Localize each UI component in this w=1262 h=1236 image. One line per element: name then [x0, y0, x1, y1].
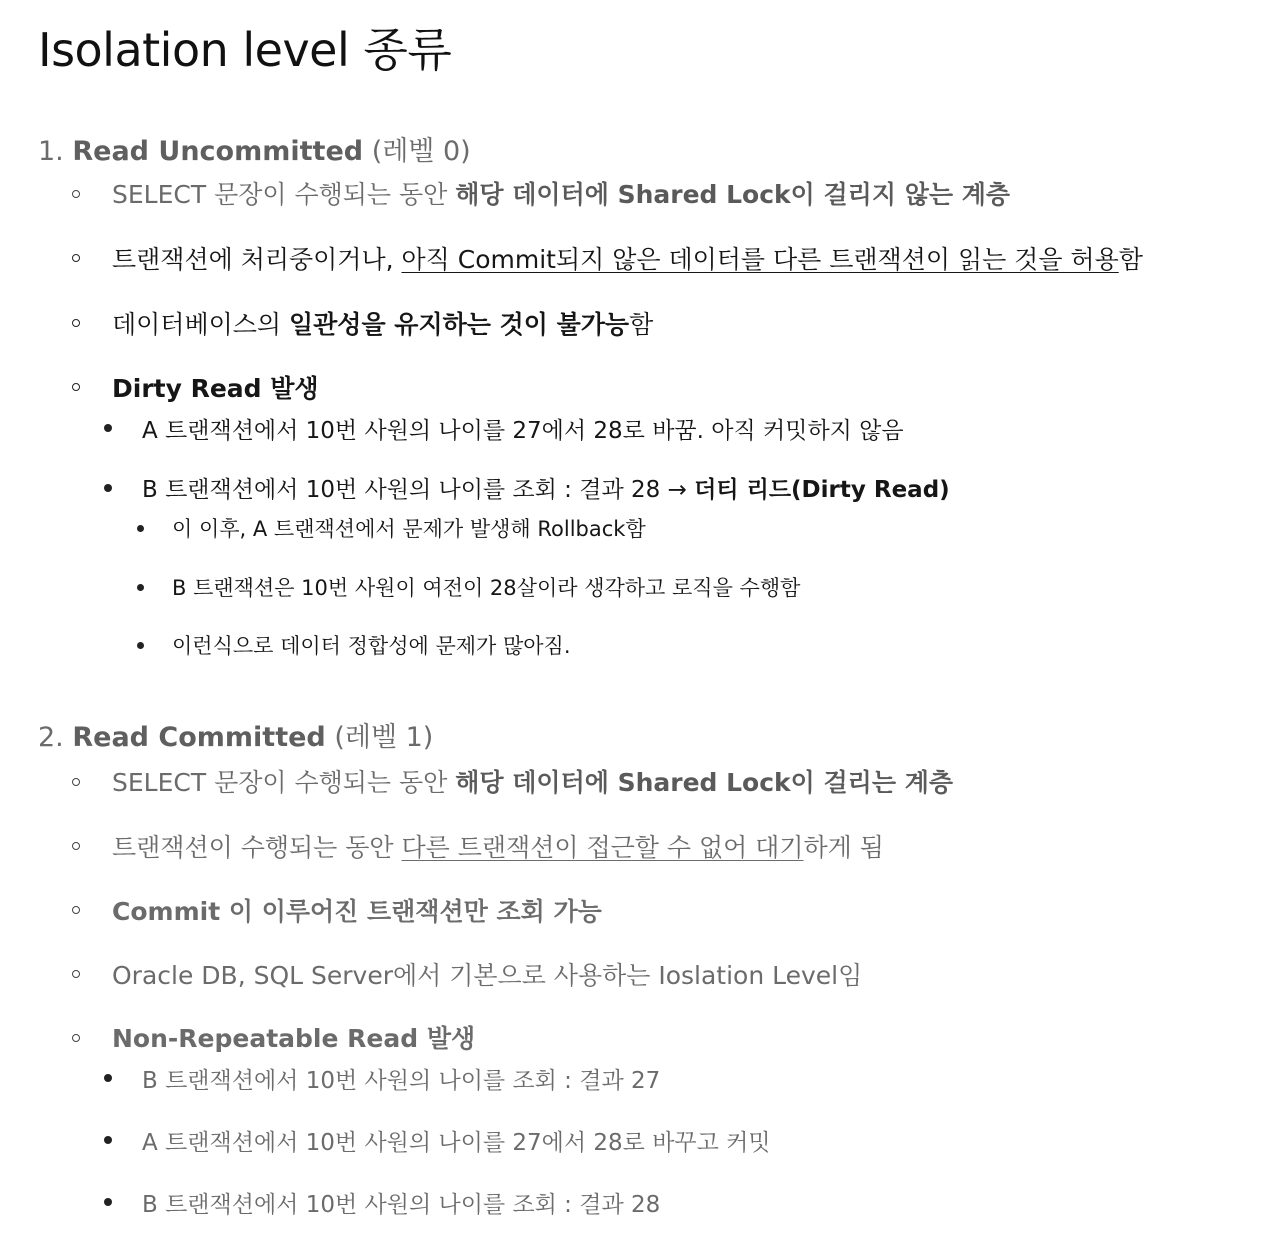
hollow-bullet-icon [72, 383, 80, 391]
sub-list-item: A 트랜잭션에서 10번 사원의 나이를 27에서 28로 바꾸고 커밋 [142, 1130, 771, 1156]
item-text: 트랜잭션에 처리중이거나, [112, 245, 402, 274]
section-level: (레벨 1) [334, 722, 434, 753]
sub-list-item: A 트랜잭션에서 10번 사원의 나이를 27에서 28로 바꿈. 아직 커밋하지 않음 [142, 418, 904, 444]
filled-bullet-icon [137, 584, 144, 591]
sub-sub-list-item: B 트랜잭션은 10번 사원이 여전이 28살이라 생각하고 로직을 수행함 [172, 576, 801, 600]
sub-list-item: B 트랜잭션에서 10번 사원의 나이를 조회 : 결과 28 [142, 1192, 661, 1218]
section-heading-read-committed [38, 715, 433, 754]
filled-bullet-icon [137, 525, 144, 532]
item-text: 함 [629, 310, 654, 339]
item-text: 트랜잭션이 수행되는 동안 [112, 833, 402, 862]
list-item [112, 763, 953, 799]
section-name: Read Committed [72, 722, 326, 753]
list-item [112, 828, 884, 864]
item-text: 하게 됨 [803, 833, 884, 862]
list-item-dirty-read: Dirty Read 발생 [112, 374, 319, 403]
hollow-bullet-icon [72, 842, 80, 850]
list-item-non-repeatable-read: Non-Repeatable Read 발생 [112, 1024, 476, 1053]
item-bold-text: 해당 데이터에 Shared Lock이 걸리지 않는 계층 [455, 180, 1010, 209]
item-bold-text: 더티 리드(Dirty Read) [694, 477, 950, 503]
list-item: Oracle DB, SQL Server에서 기본으로 사용하는 Ioslation Level임 [112, 961, 863, 990]
hollow-bullet-icon [72, 778, 80, 786]
sub-list-item [142, 471, 950, 504]
filled-bullet-icon [104, 1136, 112, 1144]
hollow-bullet-icon [72, 906, 80, 914]
item-text: 함 [1118, 245, 1143, 274]
list-item [112, 240, 1143, 276]
section-heading-read-uncommitted [38, 129, 471, 168]
page-title: Isolation level 종류 [38, 23, 452, 77]
list-item [112, 305, 653, 341]
list-item [112, 175, 1010, 211]
sub-list-item: B 트랜잭션에서 10번 사원의 나이를 조회 : 결과 27 [142, 1068, 661, 1094]
filled-bullet-icon [104, 1198, 112, 1206]
filled-bullet-icon [104, 424, 112, 432]
item-underlined-text: 아직 Commit되지 않은 데이터를 다른 트랜잭션이 읽는 것을 허용 [401, 245, 1119, 274]
item-text: SELECT 문장이 수행되는 동안 [112, 768, 456, 797]
item-text: B 트랜잭션에서 10번 사원의 나이를 조회 : 결과 28 → [142, 477, 695, 503]
item-bold-text: 해당 데이터에 Shared Lock이 걸리는 계층 [455, 768, 953, 797]
item-text: 데이터베이스의 [112, 310, 289, 339]
section-number: 1. [38, 136, 64, 167]
item-bold-text: 일관성을 유지하는 것이 불가능 [289, 310, 630, 339]
filled-bullet-icon [104, 1074, 112, 1082]
hollow-bullet-icon [72, 319, 80, 327]
hollow-bullet-icon [72, 190, 80, 198]
sub-sub-list-item: 이 이후, A 트랜잭션에서 문제가 발생해 Rollback함 [172, 517, 646, 541]
filled-bullet-icon [104, 484, 112, 492]
filled-bullet-icon [137, 642, 144, 649]
hollow-bullet-icon [72, 254, 80, 262]
section-name: Read Uncommitted [72, 136, 364, 167]
section-number: 2. [38, 722, 64, 753]
sub-sub-list-item: 이런식으로 데이터 정합성에 문제가 많아짐. [172, 634, 571, 658]
hollow-bullet-icon [72, 970, 80, 978]
section-level: (레벨 0) [371, 136, 471, 167]
item-text: SELECT 문장이 수행되는 동안 [112, 180, 456, 209]
list-item: Commit 이 이루어진 트랜잭션만 조회 가능 [112, 897, 602, 926]
hollow-bullet-icon [72, 1034, 80, 1042]
item-underlined-text: 다른 트랜잭션이 접근할 수 없어 대기 [401, 833, 804, 862]
